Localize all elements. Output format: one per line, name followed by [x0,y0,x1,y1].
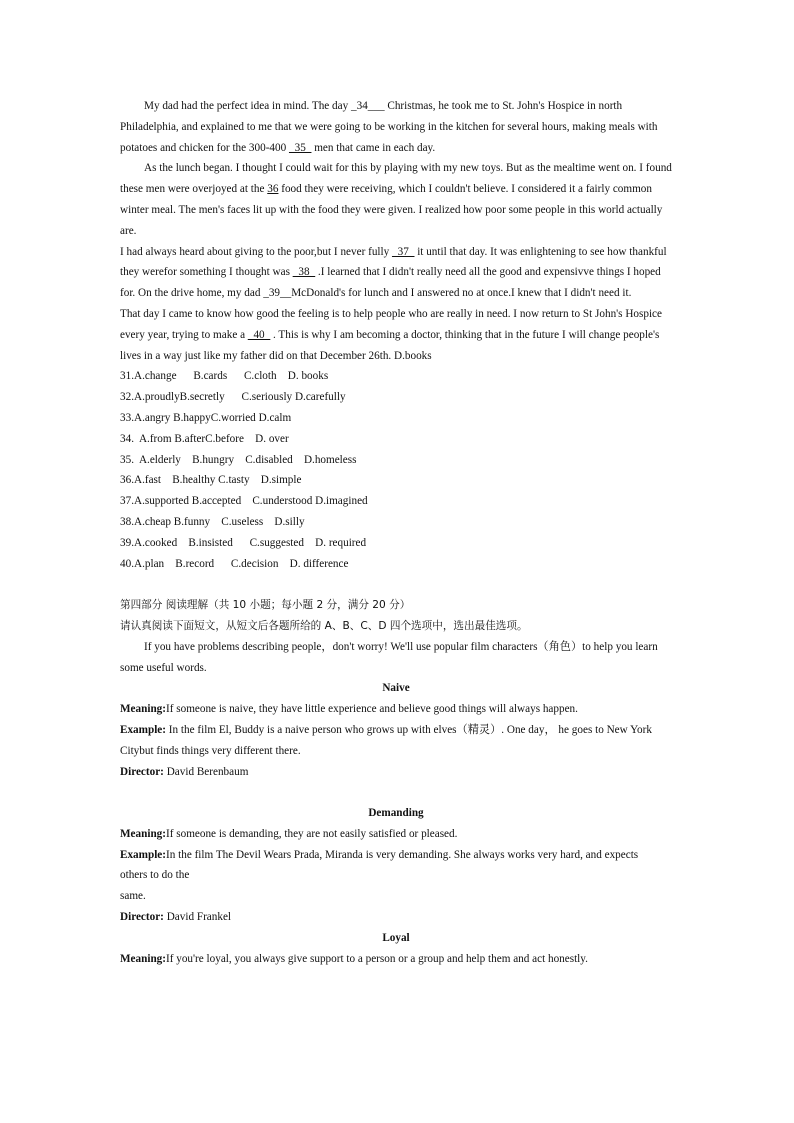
cloze-paragraph-2 [120,158,672,241]
spacer [120,574,672,595]
reading-intro: If you have problems describing people，don't worry! We'll use popular film characters（角色）to help you learn some useful words. [120,640,658,674]
entry-example [120,720,672,762]
option-line: 35. A.elderly B.hungry C.disabled D.homeless [120,453,357,466]
entry-title: Naive [382,682,410,695]
director-label: Director: [120,911,164,924]
cloze-paragraph-3 [120,242,672,304]
entry-meaning [120,699,672,720]
options-list [120,366,672,574]
meaning-label: Meaning: [120,703,166,716]
entry-meaning [120,949,672,970]
meaning-text: If someone is demanding, they are not easily satisfied or pleased. [166,827,458,840]
exam-page [120,96,672,969]
blank-38: _38_ [292,266,316,279]
text: . This is why I am becoming a doctor, thinking that in the future I will change people's lives in a way just like my father did on that December 26th. D.books [120,328,660,362]
entry-example [120,845,645,887]
option-line: 34. A.from B.afterC.before D. over [120,432,289,445]
entry-title: Loyal [382,931,410,944]
meaning-text: If someone is naive, they have little experience and believe good things will always happen. [166,703,578,716]
example-text: In the film The Devil Wears Prada, Miranda is very demanding. She always works very hard, and expects others to do the [120,848,639,882]
text: I had always heard about giving to the poor,but I never fully [120,245,393,258]
text: As the lunch began. I thought I could wait for this by playing with my new toys. But as the mealtime went on. I found these men were overjoyed at the [120,162,672,196]
director-text: David Frankel [163,911,232,924]
cloze-paragraph-1 [120,96,672,158]
entry-director [120,762,672,783]
option-line: 31.A.change B.cards C.cloth D. books [120,370,329,383]
text: food they were receiving, which I couldn't believe. I considered it a fairly common winter meal. The men's faces lit up with the food they were given. I realized how poor some people in this world actually are. [120,183,663,237]
entry-example-continued: same. [120,890,146,903]
director-text: David Berenbaum [163,765,249,778]
example-label: Example: [120,723,166,736]
director-label: Director: [120,765,164,778]
option-line: 32.A.proudlyB.secretly C.seriously D.carefully [120,391,346,404]
blank-40: _40_ [247,328,271,341]
section-instruction: 请认真阅读下面短文，从短文后各题所给的 A、B、C、D 四个选项中，选出最佳选项。 [120,619,528,632]
meaning-text: If you're loyal, you always give support to a person or a group and help them and act honestly. [166,952,588,965]
spacer [120,782,672,803]
option-line: 38.A.cheap B.funny C.useless D.silly [120,515,305,528]
section-heading: 第四部分 阅读理解（共 10 小题；每小题 2 分，满分 20 分） [120,599,411,612]
blank-35: _35_ [289,141,312,154]
text: .I learned that I didn't really need all the good and expensivve things I hoped for. On the drive home, my dad _39__McDonald's for lunch and I answered no at once.I knew that I didn't need it. [120,266,661,300]
example-label: Example: [120,848,166,861]
meaning-label: Meaning: [120,827,166,840]
text: That day I came to know how good the feeling is to help people who are really in need. I now return to St John's Hospice every year, trying to make a [120,307,662,341]
option-line: 39.A.cooked B.insisted C.suggested D. required [120,536,367,549]
option-line: 36.A.fast B.healthy C.tasty D.simple [120,474,302,487]
blank-37: _37_ [392,245,415,258]
entry-title: Demanding [368,807,424,820]
meaning-label: Meaning: [120,952,166,965]
text: My dad had the perfect idea in mind. The day _34___ Christmas, he took me to St. John's Hospice in north Philadelphia, and explained to me that we were going to be working in the kitchen for several hours, making meals with potatoes and chicken for the 300-400 [120,100,658,154]
option-line: 37.A.supported B.accepted C.understood D.imagined [120,495,368,508]
text: it until that day. It was enlightening to see how thankful they werefor something I thought was [120,245,667,279]
cloze-paragraph-4 [120,304,672,366]
example-text: In the film El, Buddy is a naive person who grows up with elves（精灵）. One day， he goes to New York Citybut finds things very different there. [120,723,652,757]
text: men that came in each day. [311,141,436,154]
entry-director [120,907,672,928]
option-line: 33.A.angry B.happyC.worried D.calm [120,411,292,424]
blank-36: 36 [267,183,279,196]
entry-meaning [120,824,672,845]
option-line: 40.A.plan B.record C.decision D. difference [120,557,349,570]
